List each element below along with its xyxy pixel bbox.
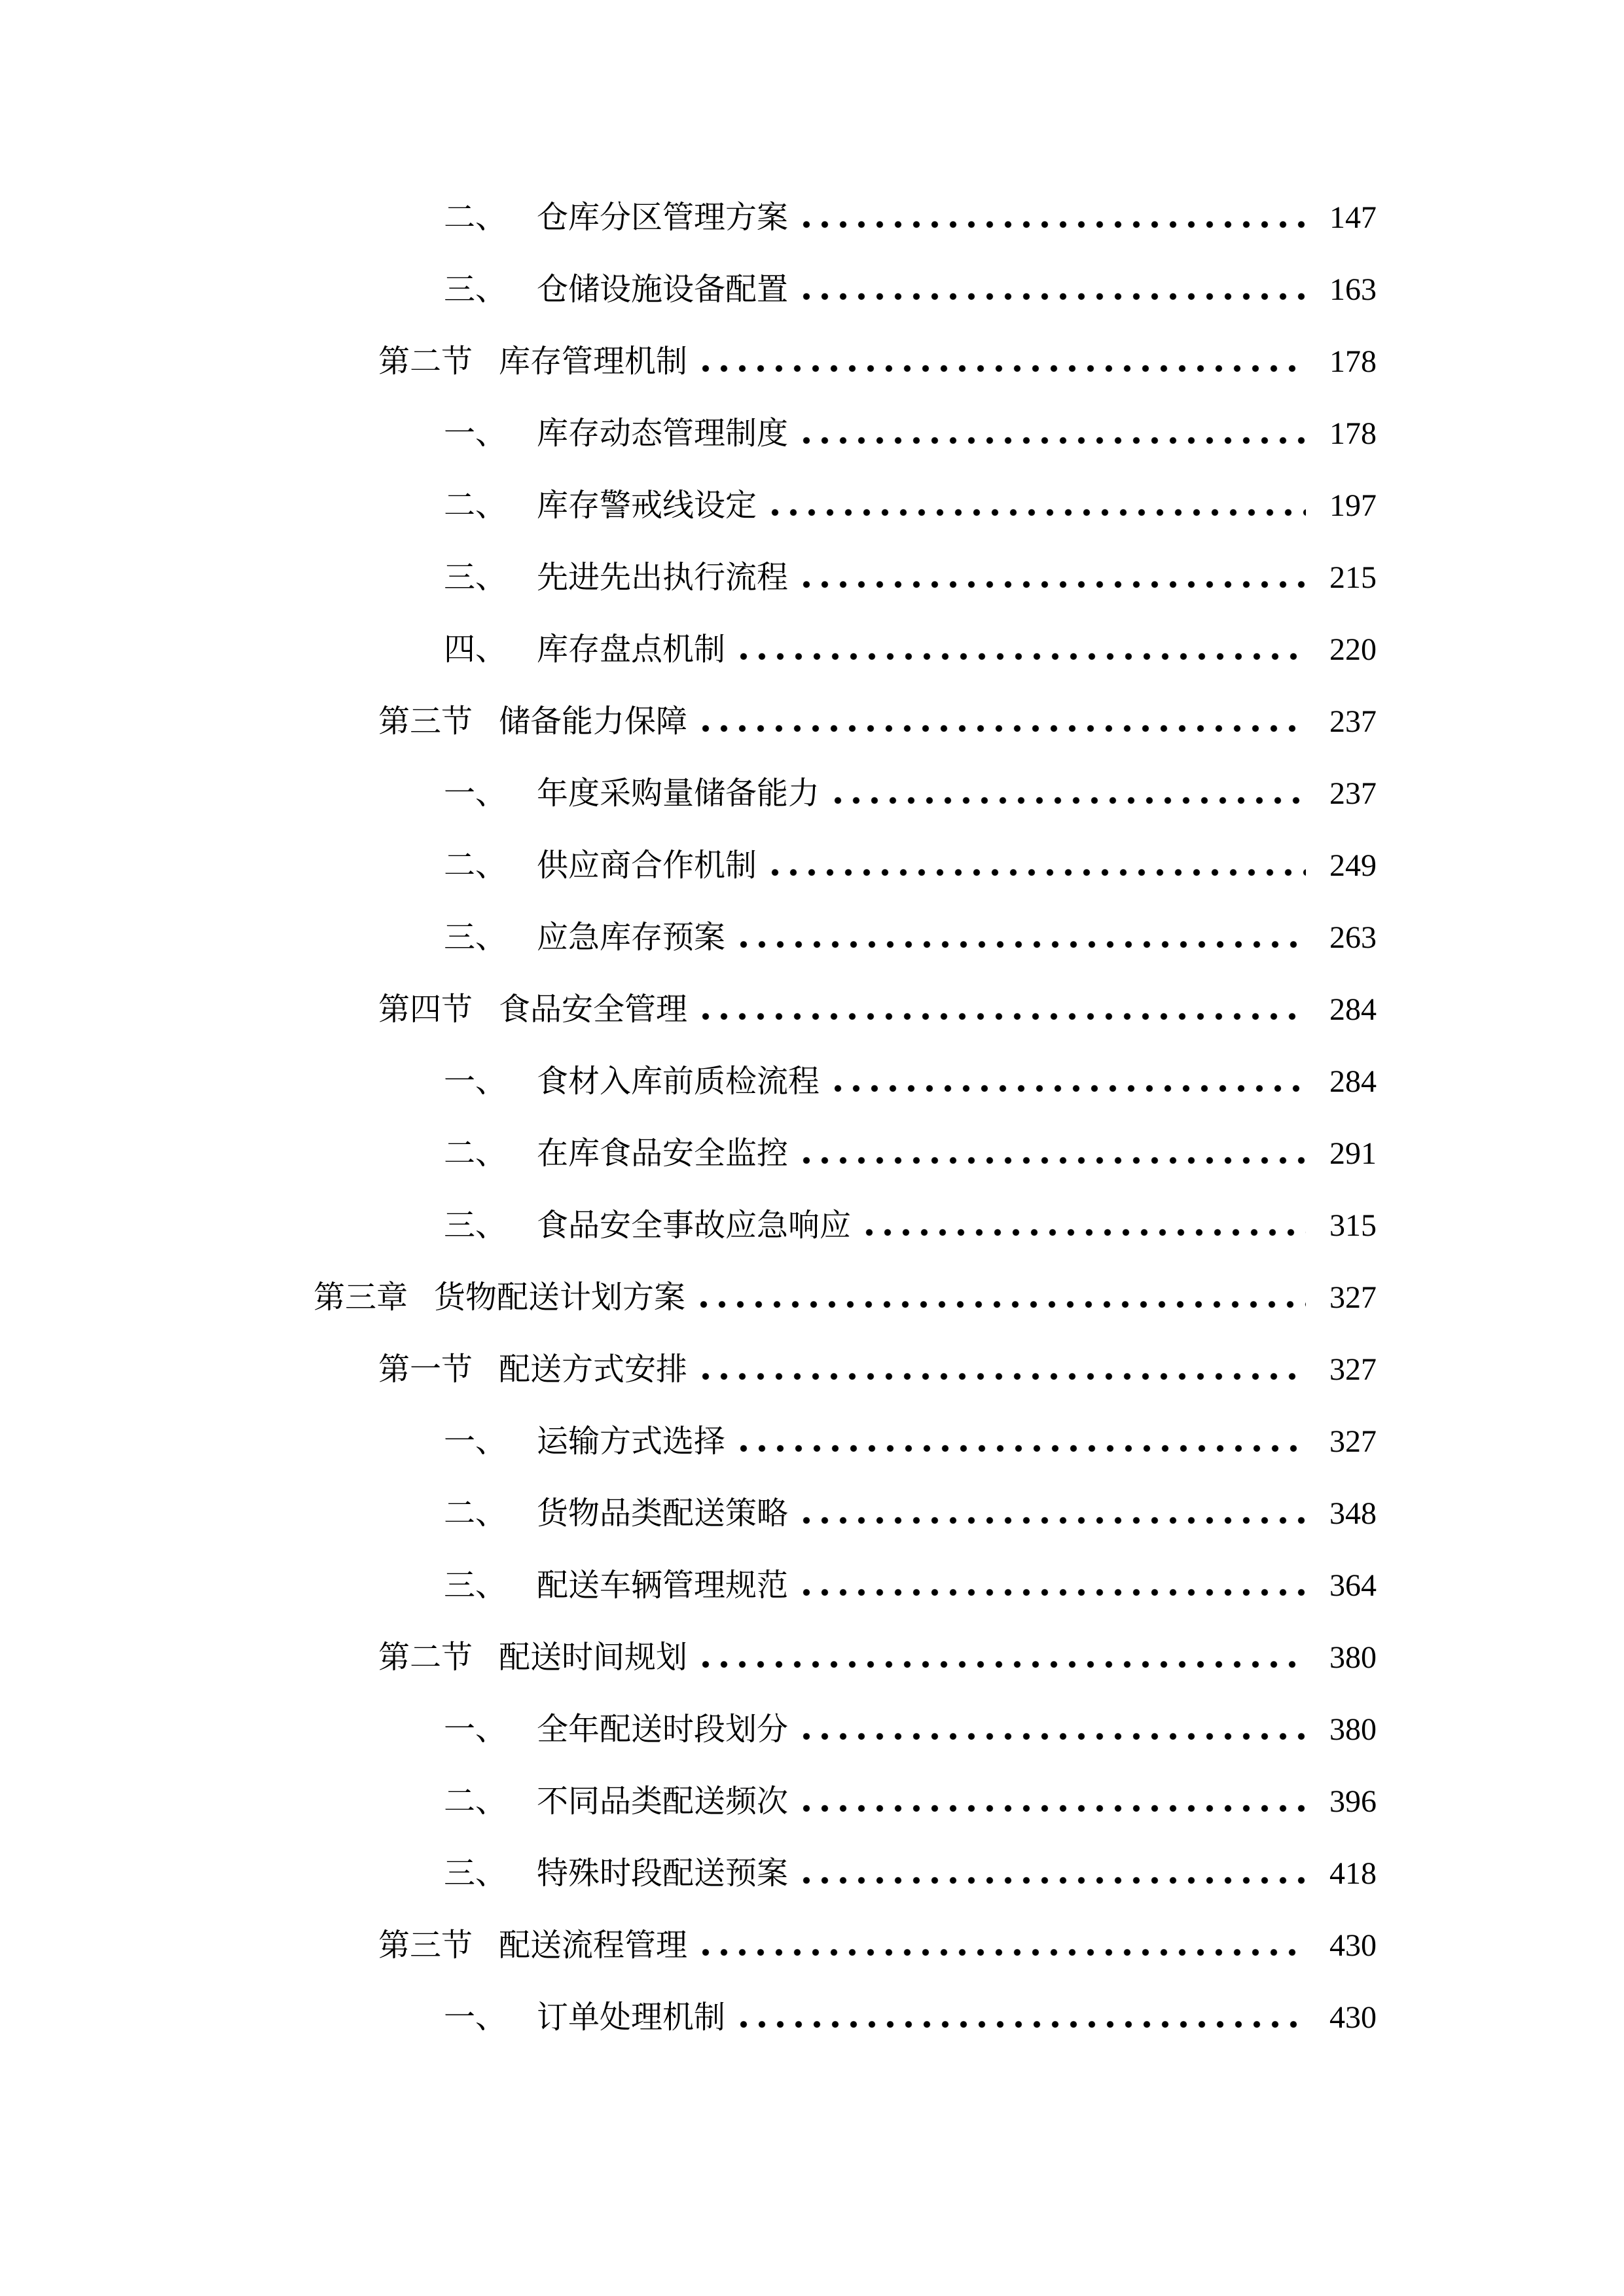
dot-leader — [734, 1406, 1306, 1478]
dot-leader — [696, 686, 1306, 758]
toc-entry — [314, 1694, 1377, 1766]
toc-entry-page: 327 — [1329, 1352, 1377, 1387]
dot-leader — [695, 1262, 1306, 1334]
toc-entry — [314, 974, 1377, 1046]
dot-leader — [797, 254, 1306, 326]
dot-leader — [797, 1550, 1306, 1622]
dot-leader — [696, 1622, 1306, 1694]
dot-leader — [797, 1838, 1306, 1910]
toc-entry-page: 284 — [1329, 992, 1377, 1027]
toc-entry-page: 147 — [1329, 200, 1377, 235]
toc-entry-page: 178 — [1329, 344, 1377, 379]
toc-entry-number: 一、 — [444, 416, 507, 451]
toc-entry-title: 储备能力保障 — [499, 704, 688, 739]
dot-leader — [797, 398, 1306, 470]
toc-entry-number: 三、 — [444, 560, 507, 595]
toc-entry-number: 三、 — [444, 1856, 507, 1891]
toc-entry-title: 库存管理机制 — [499, 344, 688, 379]
toc-entry — [314, 1910, 1377, 1982]
toc-entry-title: 订单处理机制 — [537, 2000, 726, 2035]
dot-leader — [829, 1046, 1306, 1118]
toc-entry-page: 418 — [1329, 1856, 1377, 1891]
toc-entry-number: 一、 — [444, 1064, 507, 1099]
toc-entry-page: 430 — [1329, 1928, 1377, 1963]
toc-entry-number: 四、 — [444, 632, 507, 667]
toc-entry — [314, 470, 1377, 542]
toc-entry-number: 一、 — [444, 2000, 507, 2035]
toc-entry-number: 第四节 — [378, 992, 473, 1027]
toc-entry — [314, 686, 1377, 758]
toc-entry-number: 第二节 — [378, 344, 473, 379]
dot-leader — [696, 1334, 1306, 1406]
toc-entry-page: 327 — [1329, 1280, 1377, 1315]
toc-entry-page: 364 — [1329, 1568, 1377, 1603]
toc-entry-title: 特殊时段配送预案 — [537, 1856, 789, 1891]
toc-entry-title: 配送流程管理 — [499, 1928, 688, 1963]
toc-entry-title: 配送方式安排 — [499, 1352, 688, 1387]
toc-entry — [314, 1478, 1377, 1550]
toc-entry-number: 第一节 — [378, 1352, 473, 1387]
toc-entry-number: 二、 — [444, 848, 507, 883]
toc-entry-number: 第二节 — [378, 1640, 473, 1675]
toc-entry — [314, 902, 1377, 974]
toc-entry — [314, 254, 1377, 326]
toc-entry-number: 二、 — [444, 1496, 507, 1531]
toc-entry — [314, 398, 1377, 470]
toc-entry-title: 运输方式选择 — [537, 1424, 726, 1459]
toc-entry — [314, 326, 1377, 398]
toc-entry — [314, 542, 1377, 614]
toc-entry-title: 货物配送计划方案 — [434, 1280, 686, 1315]
dot-leader — [766, 470, 1306, 542]
toc-entry-number: 二、 — [444, 1136, 507, 1171]
toc-entry-title: 全年配送时段划分 — [537, 1712, 789, 1747]
toc-entry-title: 配送时间规划 — [499, 1640, 688, 1675]
toc-entry-number: 二、 — [444, 1784, 507, 1819]
toc-entry — [314, 1406, 1377, 1478]
toc-entry-page: 284 — [1329, 1064, 1377, 1099]
toc-entry — [314, 758, 1377, 830]
toc-entry-number: 一、 — [444, 1712, 507, 1747]
toc-entry-page: 430 — [1329, 2000, 1377, 2035]
toc-entry-number: 三、 — [444, 920, 507, 955]
toc-entry — [314, 1262, 1377, 1334]
toc-entry-number: 三、 — [444, 1208, 507, 1243]
toc-entry — [314, 1766, 1377, 1838]
toc-entry — [314, 182, 1377, 254]
dot-leader — [696, 974, 1306, 1046]
toc-entry-title: 供应商合作机制 — [537, 848, 757, 883]
toc-entry-title: 在库食品安全监控 — [537, 1136, 789, 1171]
toc-entry-title: 应急库存预案 — [537, 920, 726, 955]
toc-entry-number: 一、 — [444, 776, 507, 811]
toc-entry-page: 380 — [1329, 1640, 1377, 1675]
toc-entry-title: 仓库分区管理方案 — [537, 200, 789, 235]
toc-entry-number: 二、 — [444, 488, 507, 523]
toc-entry-number: 三、 — [444, 1568, 507, 1603]
toc-entry — [314, 1334, 1377, 1406]
toc-entry-title: 库存盘点机制 — [537, 632, 726, 667]
dot-leader — [734, 1982, 1306, 2054]
toc-entry — [314, 830, 1377, 902]
dot-leader — [797, 182, 1306, 254]
toc-entry — [314, 1622, 1377, 1694]
dot-leader — [734, 902, 1306, 974]
toc-entry-page: 315 — [1329, 1208, 1377, 1243]
toc-entry — [314, 614, 1377, 686]
toc-entry-title: 不同品类配送频次 — [537, 1784, 789, 1819]
toc-entry-title: 食品安全事故应急响应 — [537, 1208, 852, 1243]
toc-entry-page: 396 — [1329, 1784, 1377, 1819]
toc-entry-number: 第三节 — [378, 704, 473, 739]
toc-entry-title: 货物品类配送策略 — [537, 1496, 789, 1531]
toc-entry-page: 327 — [1329, 1424, 1377, 1459]
dot-leader — [797, 1694, 1306, 1766]
toc-entry-page: 237 — [1329, 776, 1377, 811]
toc-entry-page: 348 — [1329, 1496, 1377, 1531]
dot-leader — [797, 1118, 1306, 1190]
toc-entry-page: 291 — [1329, 1136, 1377, 1171]
toc-entry-title: 先进先出执行流程 — [537, 560, 789, 595]
toc-entry-number: 二、 — [444, 200, 507, 235]
toc-entry-page: 249 — [1329, 848, 1377, 883]
toc-entry-number: 三、 — [444, 272, 507, 307]
dot-leader — [696, 326, 1306, 398]
toc-entry-page: 380 — [1329, 1712, 1377, 1747]
toc-entry-page: 237 — [1329, 704, 1377, 739]
toc-entry-title: 库存警戒线设定 — [537, 488, 757, 523]
toc-entry-number: 第三节 — [378, 1928, 473, 1963]
toc-entry — [314, 1190, 1377, 1262]
toc-entry — [314, 1550, 1377, 1622]
toc-entry-title: 食品安全管理 — [499, 992, 688, 1027]
toc-entry-page: 220 — [1329, 632, 1377, 667]
toc-entry-page: 197 — [1329, 488, 1377, 523]
toc-entry-page: 163 — [1329, 272, 1377, 307]
dot-leader — [797, 542, 1306, 614]
dot-leader — [766, 830, 1306, 902]
dot-leader — [797, 1766, 1306, 1838]
toc-entry-number: 第三章 — [314, 1280, 408, 1315]
toc-entry-title: 仓储设施设备配置 — [537, 272, 789, 307]
toc-entry-title: 配送车辆管理规范 — [537, 1568, 789, 1603]
dot-leader — [860, 1190, 1306, 1262]
toc-entry — [314, 1046, 1377, 1118]
toc-entry-page: 263 — [1329, 920, 1377, 955]
toc-entry-title: 食材入库前质检流程 — [537, 1064, 820, 1099]
dot-leader — [797, 1478, 1306, 1550]
toc-entry-number: 一、 — [444, 1424, 507, 1459]
toc-entry-page: 178 — [1329, 416, 1377, 451]
toc-entry — [314, 1982, 1377, 2054]
dot-leader — [829, 758, 1306, 830]
toc-entry — [314, 1118, 1377, 1190]
toc-entry-page: 215 — [1329, 560, 1377, 595]
toc-entry-title: 年度采购量储备能力 — [537, 776, 820, 811]
toc-entry — [314, 1838, 1377, 1910]
dot-leader — [696, 1910, 1306, 1982]
toc-entry-title: 库存动态管理制度 — [537, 416, 789, 451]
dot-leader — [734, 614, 1306, 686]
